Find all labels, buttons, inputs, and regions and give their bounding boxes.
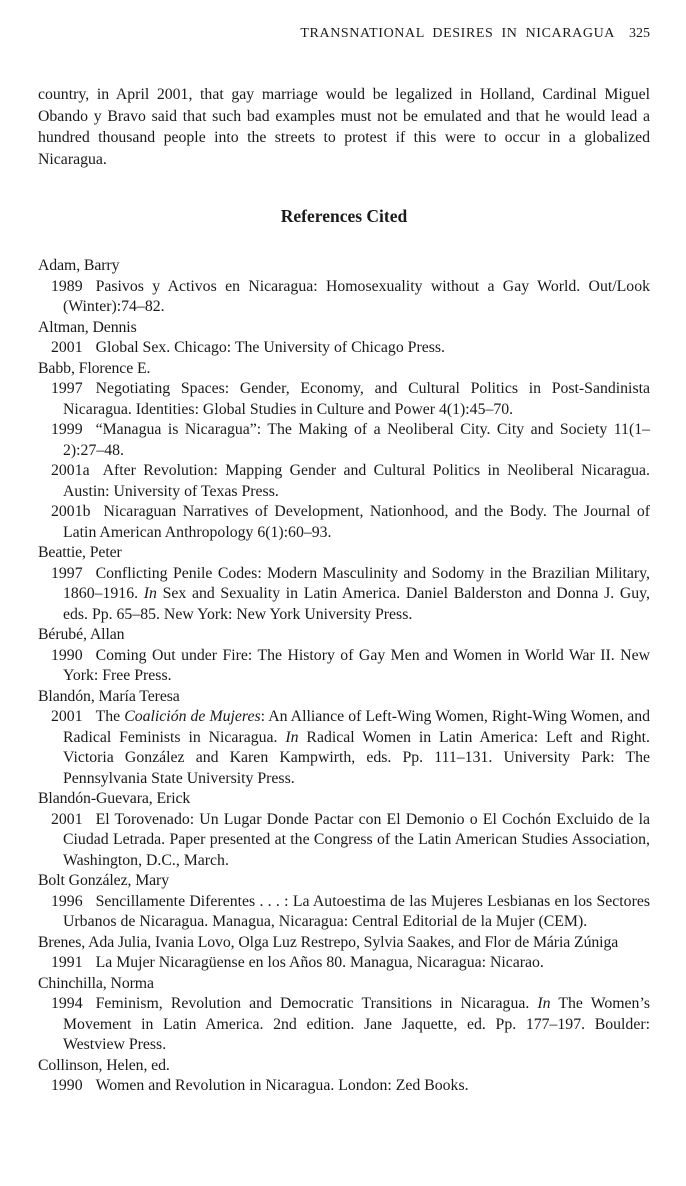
reference-text-segment: : An Alliance of Left-Wing Women, Right-Wing Women, and Radical Feminists in Nicaragua. bbox=[63, 708, 651, 746]
reference-work bbox=[38, 379, 650, 420]
reference-work bbox=[38, 1076, 650, 1097]
reference-author: Babb, Florence E. bbox=[38, 359, 151, 377]
reference-text-segment: Nicaraguan Narratives of Development, Nationhood, and the Body. The Journal of Latin American Anthropology 6(1):60–93. bbox=[63, 503, 650, 541]
references-heading: References Cited bbox=[280, 206, 408, 227]
reference-text-segment: Global Sex. Chicago: The University of Chicago Press. bbox=[95, 339, 445, 357]
reference-author: Altman, Dennis bbox=[38, 318, 137, 336]
reference-work bbox=[38, 338, 650, 359]
reference-year: 1989 bbox=[51, 277, 83, 295]
reference-entry bbox=[38, 543, 650, 625]
reference-year: 1999 bbox=[51, 421, 83, 439]
reference-work bbox=[38, 994, 650, 1056]
reference-work bbox=[38, 892, 650, 933]
reference-year: 2001 bbox=[51, 708, 83, 726]
reference-author: Adam, Barry bbox=[38, 257, 120, 275]
reference-work bbox=[38, 461, 650, 502]
reference-entry bbox=[38, 318, 650, 359]
reference-work bbox=[38, 420, 650, 461]
reference-entry bbox=[38, 933, 650, 974]
reference-entry bbox=[38, 789, 650, 871]
reference-year: 1990 bbox=[51, 646, 83, 664]
reference-work bbox=[38, 502, 650, 543]
reference-text-segment: In bbox=[285, 728, 299, 746]
reference-text-segment: Negotiating Spaces: Gender, Economy, and Cultural Politics in Post-Sandinista Nicaragua. Identities: Global Studies in Culture and Power 4(1):45–70. bbox=[63, 380, 650, 418]
body-paragraph: country, in April 2001, that gay marriage would be legalized in Holland, Cardinal Miguel Obando y Bravo said that such bad examples must not be emulated and that he would lead a hundred thousand people into the streets to protest if this were to occur in a globalized Nicaragua. bbox=[38, 86, 650, 168]
reference-text-segment: The bbox=[95, 708, 125, 726]
reference-author: Bérubé, Allan bbox=[38, 626, 125, 644]
reference-entry bbox=[38, 687, 650, 790]
reference-year: 1997 bbox=[51, 380, 83, 398]
reference-work bbox=[38, 953, 650, 974]
reference-work bbox=[38, 277, 650, 318]
reference-year: 2001 bbox=[51, 339, 83, 357]
reference-entry bbox=[38, 625, 650, 687]
reference-author: Beattie, Peter bbox=[38, 544, 122, 562]
reference-author: Bolt González, Mary bbox=[38, 872, 170, 890]
reference-text-segment: Sencillamente Diferentes . . . : La Autoestima de las Mujeres Lesbianas en los Sectores Urbanos de Nicaragua. Managua, Nicaragua: Central Editorial de la Mujer (CEM). bbox=[63, 892, 650, 931]
reference-work bbox=[38, 646, 650, 687]
reference-text-segment: Coming Out under Fire: The History of Gay Men and Women in World War II. New York: Free Press. bbox=[63, 646, 650, 685]
reference-author: Brenes, Ada Julia, Ivania Lovo, Olga Luz Restrepo, Sylvia Saakes, and Flor de Mária Zúniga bbox=[38, 933, 619, 951]
reference-author: Blandón-Guevara, Erick bbox=[38, 790, 191, 808]
reference-author: Blandón, María Teresa bbox=[38, 687, 180, 705]
reference-text-segment: Feminism, Revolution and Democratic Transitions in Nicaragua. bbox=[95, 995, 538, 1013]
running-head: TRANSNATIONAL DESIRES IN NICARAGUA bbox=[300, 26, 615, 41]
reference-work bbox=[38, 564, 650, 626]
reference-entry bbox=[38, 974, 650, 1056]
reference-year: 1996 bbox=[51, 892, 83, 910]
reference-text-segment: Sex and Sexuality in Latin America. Daniel Balderston and Donna J. Guy, eds. Pp. 65–85. New York: New York University Press. bbox=[63, 585, 651, 623]
reference-text-segment: In bbox=[537, 995, 551, 1013]
reference-text-segment: Conflicting Penile Codes: Modern Masculinity and Sodomy in the Brazilian Military, 1860–1916. bbox=[63, 564, 650, 603]
page-number: 325 bbox=[629, 26, 650, 41]
reference-text-segment: El Torovenado: Un Lugar Donde Pactar con El Demonio o El Cochón Excluido de la Ciudad Letrada. Paper presented at the Congress of the Latin American Studies Association, Washington, D.C., March. bbox=[63, 810, 650, 869]
reference-text-segment: Radical Women in Latin America: Left and Right. Victoria González and Karen Kampwirth, eds. Pp. 111–131. University Park: The Pennsylvania State University Press. bbox=[63, 728, 650, 787]
reference-entry bbox=[38, 359, 650, 544]
reference-year: 2001b bbox=[51, 503, 91, 521]
reference-entry bbox=[38, 256, 650, 318]
reference-year: 1991 bbox=[51, 954, 83, 972]
reference-work bbox=[38, 707, 650, 789]
reference-year: 1990 bbox=[51, 1077, 83, 1095]
reference-year: 2001a bbox=[51, 462, 90, 480]
reference-author: Chinchilla, Norma bbox=[38, 974, 154, 992]
reference-entry bbox=[38, 1056, 650, 1097]
reference-text-segment: Pasivos y Activos en Nicaragua: Homosexuality without a Gay World. Out/Look (Winter):74–82. bbox=[63, 277, 650, 316]
references-list bbox=[38, 256, 650, 1097]
reference-text-segment: “Managua is Nicaragua”: The Making of a Neoliberal City. City and Society 11(1–2):27–48. bbox=[63, 421, 650, 459]
reference-year: 1994 bbox=[51, 995, 83, 1013]
running-head-row bbox=[38, 26, 650, 42]
reference-year: 1997 bbox=[51, 564, 83, 582]
reference-year: 2001 bbox=[51, 810, 83, 828]
reference-text-segment: In bbox=[143, 585, 157, 603]
reference-text-segment: Coalición de Mujeres bbox=[124, 708, 261, 726]
reference-entry bbox=[38, 871, 650, 933]
reference-text-segment: After Revolution: Mapping Gender and Cultural Politics in Neoliberal Nicaragua. Austin: University of Texas Press. bbox=[63, 462, 650, 500]
reference-work bbox=[38, 810, 650, 872]
reference-text-segment: The Women’s Movement in Latin America. 2nd edition. Jane Jaquette, ed. Pp. 177–197. Boulder: Westview Press. bbox=[63, 995, 650, 1054]
reference-author: Collinson, Helen, ed. bbox=[38, 1056, 170, 1074]
reference-text-segment: Women and Revolution in Nicaragua. London: Zed Books. bbox=[95, 1077, 469, 1095]
reference-text-segment: La Mujer Nicaragüense en los Años 80. Managua, Nicaragua: Nicarao. bbox=[95, 954, 544, 972]
